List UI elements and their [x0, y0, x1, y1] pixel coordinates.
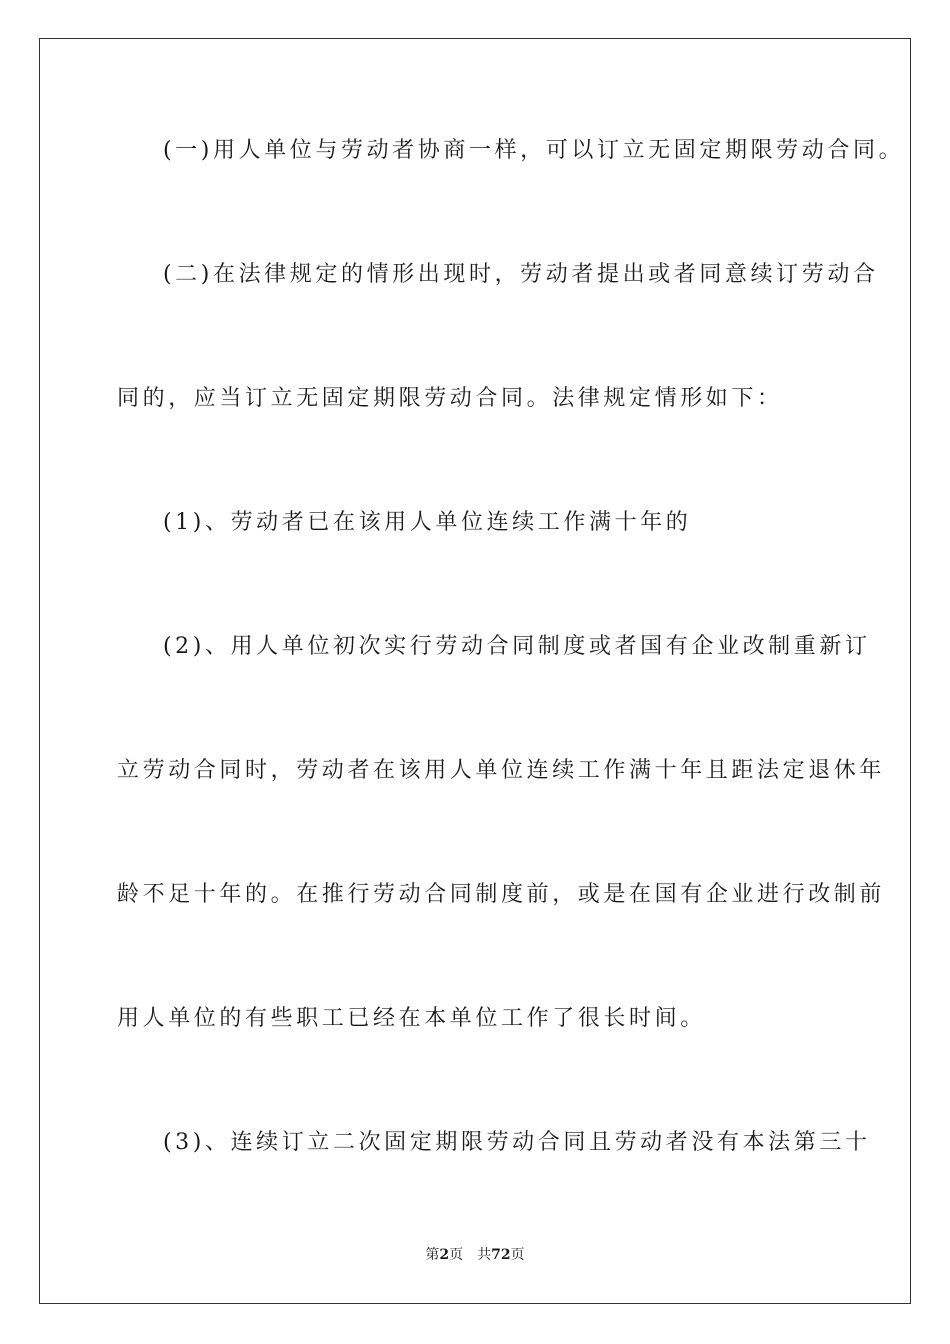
text-line: 用人单位的有些职工已经在本单位工作了很长时间。	[117, 1006, 706, 1031]
text-line: (二)在法律规定的情形出现时，劳动者提出或者同意续订劳动合	[163, 262, 879, 287]
total-pages: 72	[491, 1247, 511, 1263]
page-footer	[0, 1245, 950, 1265]
text-line: 龄不足十年的。在推行劳动合同制度前，或是在国有企业进行改制前	[117, 882, 886, 907]
text-line: (1)、劳动者已在该用人单位连续工作满十年的	[163, 510, 692, 535]
text-line: (3)、连续订立二次固定期限劳动合同且劳动者没有本法第三十	[163, 1130, 871, 1155]
total-prefix: 共	[477, 1247, 492, 1263]
page-suffix: 页	[449, 1247, 464, 1263]
text-line: 立劳动合同时，劳动者在该用人单位连续工作满十年且距法定退休年	[117, 758, 886, 783]
text-line: (一)用人单位与劳动者协商一样，可以订立无固定期限劳动合同。	[163, 138, 905, 163]
total-suffix: 页	[510, 1247, 525, 1263]
page-border	[39, 38, 911, 1304]
text-line: (2)、用人单位初次实行劳动合同制度或者国有企业改制重新订	[163, 634, 871, 659]
text-line: 同的，应当订立无固定期限劳动合同。法律规定情形如下：	[117, 386, 783, 411]
page-number: 2	[439, 1247, 450, 1263]
page-prefix: 第	[425, 1247, 440, 1263]
